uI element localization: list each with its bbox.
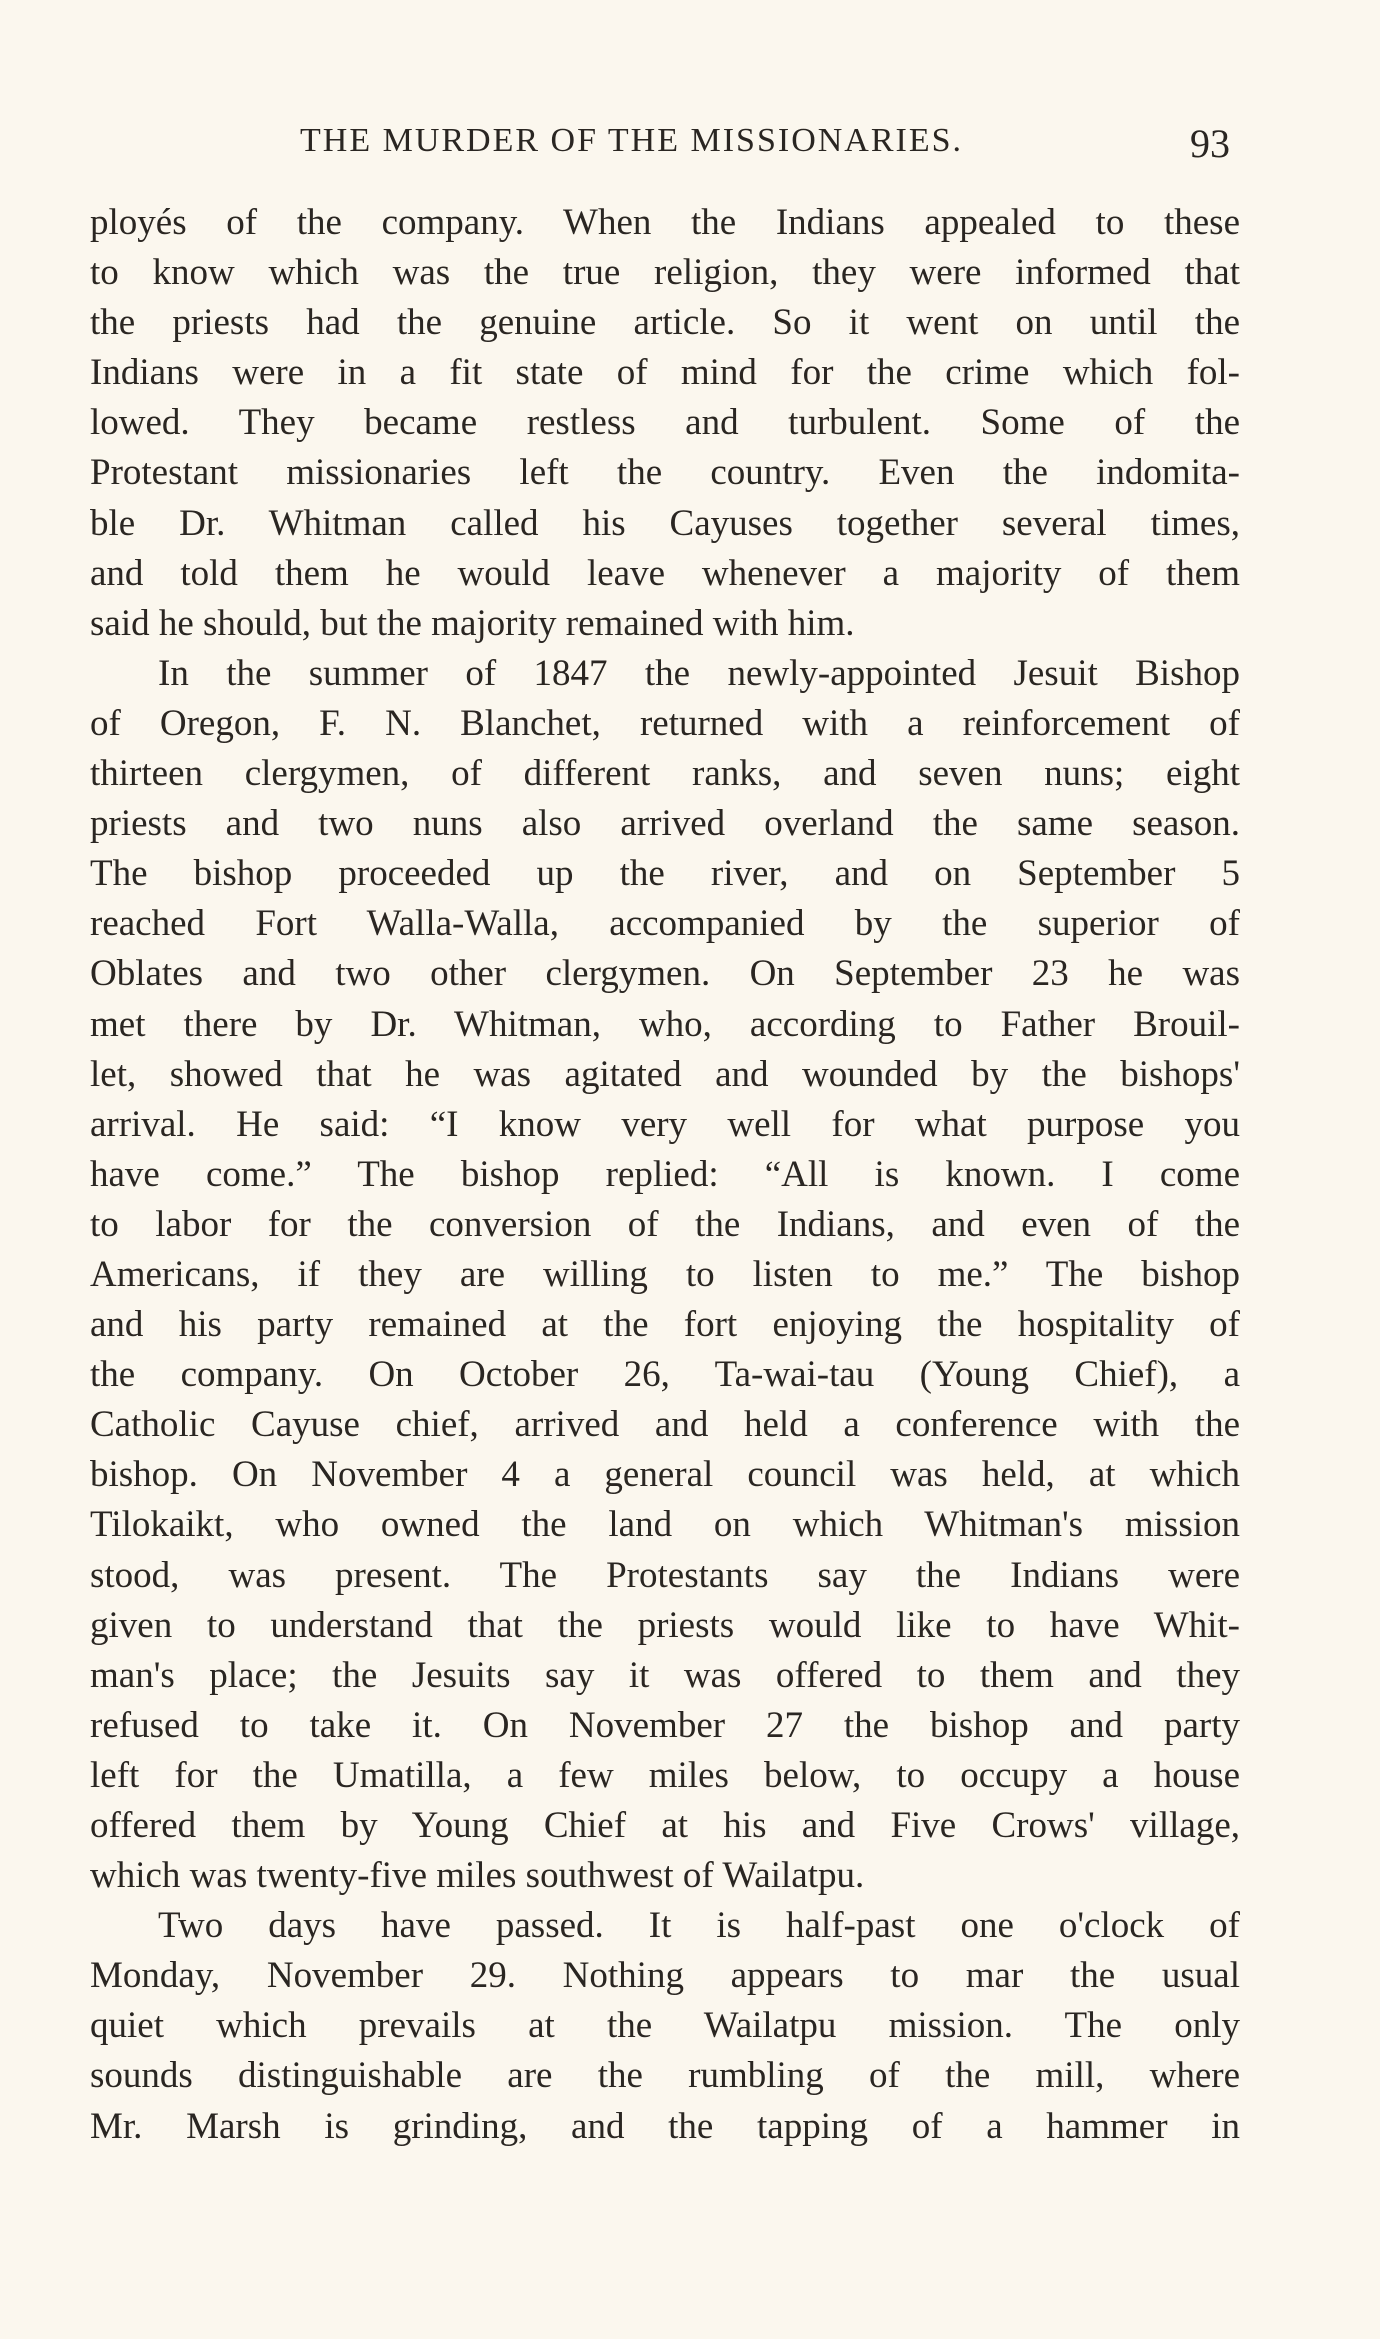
text-line: of Oregon, F. N. Blanchet, returned with a reinforcement of <box>90 702 1240 744</box>
text-line: priests and two nuns also arrived overland the same season. <box>90 803 1240 845</box>
text-line: Tilokaikt, who owned the land on which Whitman's mission <box>90 1504 1240 1546</box>
text-line: Americans, if they are willing to listen to me.” The bishop <box>90 1253 1240 1295</box>
text-line: ployés of the company. When the Indians appealed to these <box>90 202 1240 243</box>
running-title: THE MURDER OF THE MISSIONARIES. <box>300 122 964 159</box>
text-line: to know which was the true religion, they were informed that <box>90 252 1240 294</box>
text-line: Catholic Cayuse chief, arrived and held a conference with the <box>90 1404 1240 1446</box>
body-text <box>90 198 1240 2152</box>
text-line: Two days have passed. It is half-past one o'clock of <box>158 1905 1240 1947</box>
text-line: refused to take it. On November 27 the bishop and party <box>90 1704 1240 1746</box>
text-line: Monday, November 29. Nothing appears to mar the usual <box>90 1955 1240 1997</box>
text-line: and his party remained at the fort enjoying the hospitality of <box>90 1304 1240 1346</box>
text-line: lowed. They became restless and turbulent. Some of the <box>90 402 1240 444</box>
text-line: Indians were in a fit state of mind for the crime which fol- <box>90 352 1240 394</box>
text-line: met there by Dr. Whitman, who, according to Father Brouil- <box>90 1003 1240 1045</box>
text-line: stood, was present. The Protestants say the Indians were <box>90 1554 1240 1596</box>
text-line: the company. On October 26, Ta-wai-tau (Young Chief), a <box>90 1354 1240 1396</box>
text-line: offered them by Young Chief at his and Five Crows' village, <box>90 1805 1240 1846</box>
text-line: arrival. He said: “I know very well for what purpose you <box>90 1103 1240 1145</box>
text-line: bishop. On November 4 a general council was held, at which <box>90 1454 1240 1496</box>
text-line: sounds distinguishable are the rumbling of the mill, where <box>90 2055 1240 2097</box>
text-line: The bishop proceeded up the river, and on September 5 <box>90 853 1240 895</box>
text-line: Mr. Marsh is grinding, and the tapping of a hammer in <box>90 2105 1240 2147</box>
text-line: Protestant missionaries left the country. Even the indomita- <box>90 452 1240 494</box>
text-line: thirteen clergymen, of different ranks, and seven nuns; eight <box>90 753 1240 795</box>
text-line: Oblates and two other clergymen. On September 23 he was <box>90 953 1240 995</box>
text-line: man's place; the Jesuits say it was offered to them and they <box>90 1654 1240 1696</box>
text-line: given to understand that the priests would like to have Whit- <box>90 1604 1240 1646</box>
text-line: reached Fort Walla-Walla, accompanied by the superior of <box>90 903 1240 945</box>
page-header <box>300 121 1230 172</box>
text-line: let, showed that he was agitated and wounded by the bishops' <box>90 1053 1240 1095</box>
text-line: the priests had the genuine article. So it went on until the <box>90 302 1240 344</box>
text-line: to labor for the conversion of the Indians, and even of the <box>90 1203 1240 1245</box>
text-line: quiet which prevails at the Wailatpu mission. The only <box>90 2005 1240 2047</box>
text-line: In the summer of 1847 the newly-appointed Jesuit Bishop <box>158 652 1240 694</box>
text-line: said he should, but the majority remained with him. <box>90 602 855 644</box>
text-line: which was twenty-five miles southwest of Wailatpu. <box>90 1855 865 1897</box>
text-line: left for the Umatilla, a few miles below, to occupy a house <box>90 1754 1240 1796</box>
page-number: 93 <box>1190 121 1230 166</box>
text-line: ble Dr. Whitman called his Cayuses together several times, <box>90 502 1240 544</box>
text-line: and told them he would leave whenever a majority of them <box>90 552 1240 594</box>
text-line: have come.” The bishop replied: “All is known. I come <box>90 1153 1240 1195</box>
